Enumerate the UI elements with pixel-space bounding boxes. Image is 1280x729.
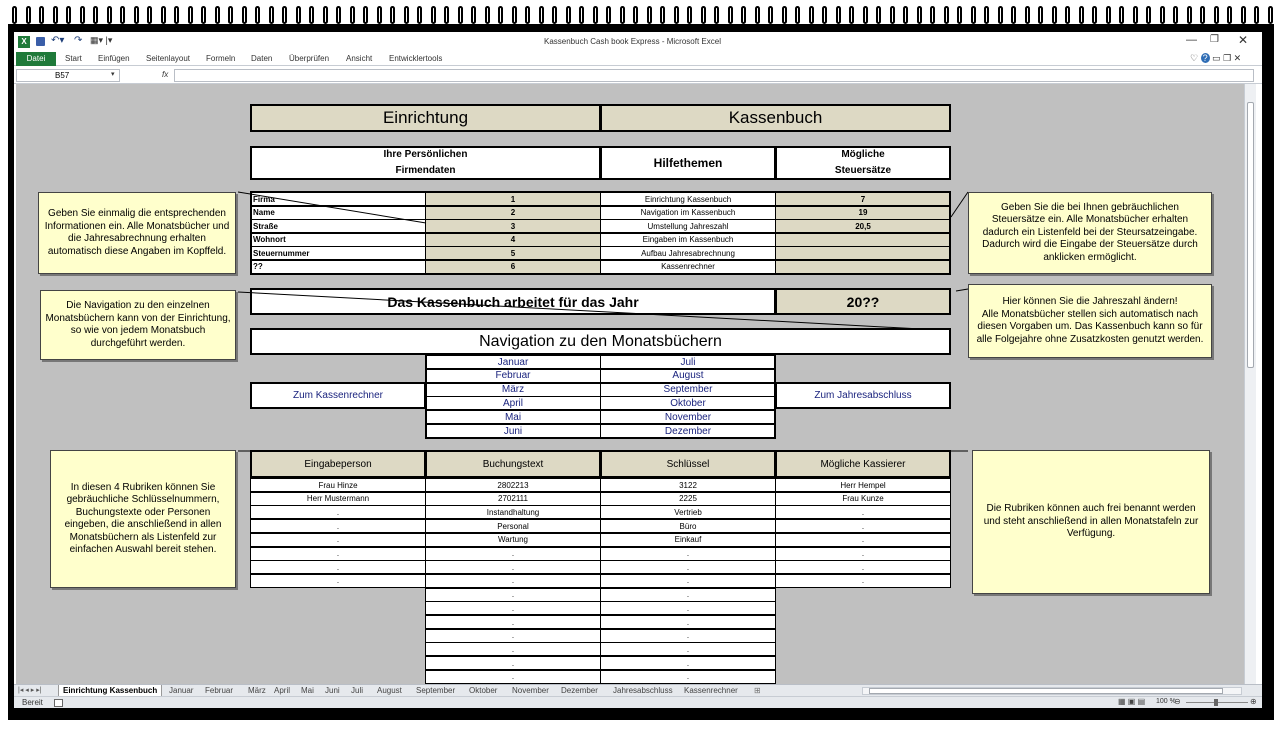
sheet-tab[interactable]: März xyxy=(248,686,266,695)
rubric-cell[interactable]: Wartung xyxy=(425,533,601,547)
fx-icon[interactable]: fx xyxy=(162,70,169,79)
spiral-ring xyxy=(66,6,71,24)
spiral-ring xyxy=(12,6,17,24)
spiral-ring xyxy=(593,6,598,24)
spiral-ring xyxy=(633,6,638,24)
sheet-tab[interactable]: Juli xyxy=(351,686,364,695)
spiral-ring xyxy=(1133,6,1138,24)
spiral-ring xyxy=(620,6,625,24)
rubric-cell[interactable]: . xyxy=(425,574,601,588)
rubric-cell[interactable]: . xyxy=(600,560,776,574)
title-bar xyxy=(14,32,1262,54)
spiral-ring xyxy=(714,6,719,24)
spiral-ring xyxy=(93,6,98,24)
sheet-tab[interactable]: Oktober xyxy=(469,686,498,695)
tab-nav-arrows[interactable]: |◂ ◂ ▸ ▸| xyxy=(18,687,42,694)
spiral-ring xyxy=(80,6,85,24)
spiral-ring xyxy=(458,6,463,24)
rubric-cell[interactable]: Frau Kunze xyxy=(775,492,951,506)
view-buttons[interactable]: ▦ ▣ ▤ xyxy=(1118,697,1146,706)
rubric-cell[interactable]: . xyxy=(425,547,601,561)
kassenrechner-button[interactable]: Zum Kassenrechner xyxy=(250,382,426,409)
spiral-ring xyxy=(1214,6,1219,24)
sheet-tab[interactable]: Jahresabschluss xyxy=(613,686,673,695)
spiral-ring xyxy=(323,6,328,24)
spiral-ring xyxy=(26,6,31,24)
note-rubric-names: Die Rubriken können auch frei benannt werden und steht anschließend in allen Monatstafeln zur Verfügung. xyxy=(972,450,1210,594)
help-icon[interactable]: ♡ ? ▭ ❐ ✕ xyxy=(1190,53,1242,63)
month-link[interactable]: Februar xyxy=(425,369,601,383)
spiral-ring xyxy=(687,6,692,24)
company-field[interactable]: 5 xyxy=(425,246,601,260)
rubric-cell[interactable]: . xyxy=(425,615,601,629)
spiral-ring xyxy=(579,6,584,24)
rubric-cell[interactable]: . xyxy=(600,615,776,629)
sheet-tab[interactable]: November xyxy=(512,686,549,695)
company-field[interactable]: 3 xyxy=(425,219,601,233)
formula-bar xyxy=(14,68,1262,84)
zoom-level: 100 % xyxy=(1156,698,1176,705)
spiral-ring xyxy=(1160,6,1165,24)
spiral-ring xyxy=(431,6,436,24)
month-link[interactable]: Mai xyxy=(425,410,601,424)
spiral-ring xyxy=(1173,6,1178,24)
rubric-cell[interactable]: Instandhaltung xyxy=(425,505,601,519)
spiral-ring xyxy=(39,6,44,24)
name-box-dropdown-icon[interactable]: ▾ xyxy=(111,71,115,78)
month-link[interactable]: Juni xyxy=(425,424,601,438)
rubric-cell[interactable]: . xyxy=(775,505,951,519)
macro-record-icon[interactable] xyxy=(54,699,63,707)
rubric-cell[interactable]: . xyxy=(775,560,951,574)
note-tax-rates: Geben Sie die bei Ihnen gebräuchlichen Steuersätze ein. Alle Monatsbücher erhalten dadurch ein Listenfeld bei der Steursatzeingabe. Dadurch wird die Eingabe der Steuersätze durch anklicken ermöglicht. xyxy=(968,192,1212,274)
rubric-cell[interactable]: . xyxy=(600,642,776,656)
sheet-tab[interactable]: September xyxy=(416,686,456,695)
rubric-cell[interactable]: . xyxy=(775,574,951,588)
rubric-cell[interactable]: Personal xyxy=(425,519,601,533)
tax-rate-field[interactable]: 20,5 xyxy=(775,219,951,233)
sheet-tab[interactable]: Mai xyxy=(301,686,314,695)
spiral-ring xyxy=(1227,6,1232,24)
company-field[interactable]: 2 xyxy=(425,206,601,220)
rubric-cell[interactable]: Büro xyxy=(600,519,776,533)
spiral-ring xyxy=(363,6,368,24)
spiral-ring xyxy=(930,6,935,24)
spiral-ring xyxy=(174,6,179,24)
company-field[interactable]: 6 xyxy=(425,260,601,274)
header-kassenbuch: Kassenbuch xyxy=(600,104,951,132)
spiral-ring xyxy=(242,6,247,24)
worksheet xyxy=(16,84,1244,684)
spiral-ring xyxy=(498,6,503,24)
close-button[interactable]: ✕ xyxy=(1238,33,1249,47)
spiral-ring xyxy=(53,6,58,24)
rubric-cell[interactable]: . xyxy=(600,629,776,643)
redo-icon[interactable]: ↷ xyxy=(74,35,83,46)
spiral-ring xyxy=(1065,6,1070,24)
zoom-slider-thumb[interactable] xyxy=(1214,699,1218,706)
rubric-cell[interactable]: Vertrieb xyxy=(600,505,776,519)
hscroll-thumb[interactable] xyxy=(869,688,1223,694)
rubric-cell[interactable]: 3122 xyxy=(600,478,776,492)
zoom-in-icon[interactable]: ⊕ xyxy=(1250,697,1257,706)
rubric-cell[interactable]: . xyxy=(425,656,601,670)
sheet-tab[interactable]: Januar xyxy=(169,686,194,695)
tax-rate-field[interactable]: 19 xyxy=(775,206,951,220)
rubric-cell[interactable]: . xyxy=(600,588,776,602)
month-link[interactable]: Oktober xyxy=(600,396,776,410)
spiral-ring xyxy=(1268,6,1273,24)
spiral-ring xyxy=(282,6,287,24)
rubric-header: Schlüssel xyxy=(600,450,776,478)
spiral-ring xyxy=(188,6,193,24)
tab-formeln[interactable]: Formeln xyxy=(206,54,236,63)
subheader-help: Hilfethemen xyxy=(600,146,776,180)
spiral-ring xyxy=(1052,6,1057,24)
rubric-cell[interactable]: 2802213 xyxy=(425,478,601,492)
header-einrichtung: Einrichtung xyxy=(250,104,601,132)
spiral-ring xyxy=(822,6,827,24)
ribbon-tabs xyxy=(14,52,1262,66)
minimize-button[interactable]: — xyxy=(1186,34,1197,46)
company-label: Name xyxy=(250,206,426,220)
spiral-ring xyxy=(120,6,125,24)
excel-window xyxy=(14,32,1262,708)
status-ready: Bereit xyxy=(22,698,43,707)
rubric-cell[interactable]: . xyxy=(425,670,601,684)
tab-ansicht[interactable]: Ansicht xyxy=(346,54,373,63)
rubric-header: Buchungstext xyxy=(425,450,601,478)
vertical-scrollbar[interactable] xyxy=(1244,84,1256,684)
spiral-ring xyxy=(350,6,355,24)
note-rubrics: In diesen 4 Rubriken können Sie gebräuchliche Schlüsselnummern, Buchungstexte oder Personen eingeben, die anschließend in allen Monatsbüchern als Listenfeld zur einfachen Auswahl bereit stehen. xyxy=(50,450,236,588)
spiral-ring xyxy=(1241,6,1246,24)
spiral-ring xyxy=(390,6,395,24)
rubric-header: Mögliche Kassierer xyxy=(775,450,951,478)
spiral-ring xyxy=(471,6,476,24)
spiral-ring xyxy=(255,6,260,24)
spiral-ring xyxy=(107,6,112,24)
rubric-cell[interactable]: . xyxy=(775,533,951,547)
sheet-tab[interactable]: April xyxy=(274,686,291,695)
spiral-ring xyxy=(755,6,760,24)
help-topic-link[interactable]: Umstellung Jahreszahl xyxy=(600,219,776,233)
jahresabschluss-button[interactable]: Zum Jahresabschluss xyxy=(775,382,951,409)
month-link[interactable]: März xyxy=(425,383,601,397)
tab-seitenlayout[interactable]: Seitenlayout xyxy=(146,54,191,63)
spiral-ring xyxy=(134,6,139,24)
rubric-cell[interactable]: . xyxy=(425,588,601,602)
sheet-tab[interactable]: August xyxy=(377,686,402,695)
spiral-ring xyxy=(1187,6,1192,24)
spiral-ring xyxy=(795,6,800,24)
spiral-ring xyxy=(1254,6,1259,24)
spiral-ring xyxy=(606,6,611,24)
quick-access-icon[interactable]: ▦▾ |▾ xyxy=(90,35,113,45)
help-topic-link[interactable]: Kassenrechner xyxy=(600,260,776,274)
spiral-ring xyxy=(1092,6,1097,24)
note-year: Hier können Sie die Jahreszahl ändern! Alle Monatsbücher stellen sich automatisch nach diesen Vorgaben um. Das Kassenbuch kann so für alle Folgejahre ohne Zusatzkosten genutzt werden. xyxy=(968,284,1212,358)
undo-icon[interactable]: ↶▾ xyxy=(51,35,65,46)
spiral-ring xyxy=(809,6,814,24)
company-field[interactable]: 4 xyxy=(425,233,601,247)
spiral-ring xyxy=(444,6,449,24)
rubric-cell[interactable]: . xyxy=(425,642,601,656)
rubric-cell[interactable]: . xyxy=(600,574,776,588)
zoom-slider[interactable] xyxy=(1186,702,1248,703)
rubric-cell[interactable]: . xyxy=(425,560,601,574)
company-label: Steuernummer xyxy=(250,246,426,260)
spiral-ring xyxy=(957,6,962,24)
name-box[interactable]: B57 xyxy=(16,69,120,82)
spiral-ring xyxy=(917,6,922,24)
rubric-cell[interactable]: . xyxy=(250,574,426,588)
spiral-ring xyxy=(377,6,382,24)
sheet-tab-bar xyxy=(14,684,1262,696)
file-tab[interactable]: Datei xyxy=(16,52,56,66)
rubric-cell[interactable]: . xyxy=(250,505,426,519)
rubric-cell[interactable]: . xyxy=(600,656,776,670)
spiral-ring xyxy=(701,6,706,24)
spiral-ring xyxy=(768,6,773,24)
spiral-ring xyxy=(1200,6,1205,24)
spiral-ring xyxy=(201,6,206,24)
spiral-ring xyxy=(741,6,746,24)
tab-start[interactable]: Start xyxy=(65,54,82,63)
spiral-ring xyxy=(674,6,679,24)
spiral-ring xyxy=(161,6,166,24)
spiral-ring xyxy=(944,6,949,24)
tab-ueberpruefen[interactable]: Überprüfen xyxy=(289,54,330,63)
spiral-ring xyxy=(147,6,152,24)
sheet-tab[interactable]: Kassenrechner xyxy=(684,686,738,695)
spiral-ring xyxy=(566,6,571,24)
window-title: Kassenbuch Cash book Express - Microsoft Excel xyxy=(544,37,721,46)
zoom-out-icon[interactable]: ⊖ xyxy=(1174,697,1181,706)
sheet-tab[interactable]: Februar xyxy=(205,686,234,695)
company-field[interactable]: 1 xyxy=(425,192,601,206)
status-bar xyxy=(14,696,1262,708)
month-link[interactable]: Januar xyxy=(425,355,601,369)
help-topic-link[interactable]: Aufbau Jahresabrechnung xyxy=(600,246,776,260)
company-label: Straße xyxy=(250,219,426,233)
tab-einfuegen[interactable]: Einfügen xyxy=(98,54,130,63)
company-label: Wohnort xyxy=(250,233,426,247)
month-link[interactable]: Juli xyxy=(600,355,776,369)
spiral-ring xyxy=(1079,6,1084,24)
help-topic-link[interactable]: Einrichtung Kassenbuch xyxy=(600,192,776,206)
tab-daten[interactable]: Daten xyxy=(251,54,273,63)
sheet-tab[interactable]: Einrichtung Kassenbuch xyxy=(58,685,162,697)
rubric-cell[interactable]: . xyxy=(600,547,776,561)
rubric-cell[interactable]: Frau Hinze xyxy=(250,478,426,492)
month-link[interactable]: September xyxy=(600,383,776,397)
spiral-ring xyxy=(1106,6,1111,24)
rubric-cell[interactable]: . xyxy=(250,560,426,574)
spiral-ring xyxy=(404,6,409,24)
spiral-ring xyxy=(417,6,422,24)
rubric-cell[interactable]: 2225 xyxy=(600,492,776,506)
company-label: Firma xyxy=(250,192,426,206)
tax-rate-field[interactable]: 7 xyxy=(775,192,951,206)
sheet-tab[interactable]: Dezember xyxy=(561,686,598,695)
spiral-ring xyxy=(269,6,274,24)
month-link[interactable]: Dezember xyxy=(600,424,776,438)
scroll-thumb[interactable] xyxy=(1247,102,1254,368)
tab-entwicklertools[interactable]: Entwicklertools xyxy=(389,54,443,63)
spiral-ring xyxy=(228,6,233,24)
spiral-ring xyxy=(971,6,976,24)
spiral-ring xyxy=(309,6,314,24)
excel-logo-icon: X xyxy=(18,36,30,48)
rubric-cell[interactable]: Einkauf xyxy=(600,533,776,547)
spiral-ring xyxy=(728,6,733,24)
spiral-ring xyxy=(782,6,787,24)
rubric-cell[interactable]: . xyxy=(600,670,776,684)
rubric-cell[interactable]: . xyxy=(250,533,426,547)
navigation-title: Navigation zu den Monatsbüchern xyxy=(250,328,951,355)
rubric-cell[interactable]: . xyxy=(425,601,601,615)
rubric-cell[interactable]: Herr Mustermann xyxy=(250,492,426,506)
subheader-personal: Ihre Persönlichen Firmendaten xyxy=(250,146,601,180)
spiral-ring xyxy=(1025,6,1030,24)
spiral-ring xyxy=(890,6,895,24)
month-link[interactable]: April xyxy=(425,396,601,410)
year-label: Das Kassenbuch arbeitet für das Jahr xyxy=(250,288,776,315)
spiral-ring xyxy=(1146,6,1151,24)
spiral-ring xyxy=(1119,6,1124,24)
subheader-tax: Mögliche Steuersätze xyxy=(775,146,951,180)
rubric-cell[interactable]: . xyxy=(250,547,426,561)
spiral-ring xyxy=(660,6,665,24)
spiral-ring xyxy=(849,6,854,24)
rubric-cell[interactable]: . xyxy=(250,519,426,533)
spiral-ring xyxy=(336,6,341,24)
spiral-ring xyxy=(296,6,301,24)
spiral-ring xyxy=(539,6,544,24)
help-topic-link[interactable]: Navigation im Kassenbuch xyxy=(600,206,776,220)
rubric-cell[interactable]: . xyxy=(775,519,951,533)
help-topic-link[interactable]: Eingaben im Kassenbuch xyxy=(600,233,776,247)
spiral-ring xyxy=(998,6,1003,24)
rubric-header: Eingabeperson xyxy=(250,450,426,478)
horizontal-scrollbar[interactable] xyxy=(862,687,1242,695)
spiral-ring xyxy=(552,6,557,24)
month-link[interactable]: August xyxy=(600,369,776,383)
restore-button[interactable]: ❐ xyxy=(1210,34,1219,45)
spiral-ring xyxy=(984,6,989,24)
company-label: ?? xyxy=(250,260,426,274)
spiral-ring xyxy=(647,6,652,24)
spiral-ring xyxy=(863,6,868,24)
rubric-cell[interactable]: 2702111 xyxy=(425,492,601,506)
save-icon[interactable] xyxy=(36,37,45,46)
note-company-data: Geben Sie einmalig die entsprechenden Informationen ein. Alle Monatsbücher und die Jahresabrechnung erhalten automatisch diese Angaben im Kopffeld. xyxy=(38,192,236,274)
spiral-ring xyxy=(876,6,881,24)
spiral-ring xyxy=(1011,6,1016,24)
year-value[interactable]: 20?? xyxy=(775,288,951,315)
spiral-ring xyxy=(512,6,517,24)
note-navigation: Die Navigation zu den einzelnen Monatsbüchern kann von der Einrichtung, so wie von jedem Monatsbuch durchgeführt werden. xyxy=(40,290,236,360)
new-sheet-icon[interactable]: ⊞ xyxy=(754,686,761,695)
rubric-cell[interactable]: . xyxy=(600,601,776,615)
spiral-ring xyxy=(1038,6,1043,24)
rubric-cell[interactable]: . xyxy=(425,629,601,643)
sheet-tab[interactable]: Juni xyxy=(325,686,340,695)
spiral-ring xyxy=(836,6,841,24)
spiral-ring xyxy=(525,6,530,24)
rubric-cell[interactable]: Herr Hempel xyxy=(775,478,951,492)
spiral-ring xyxy=(215,6,220,24)
spiral-ring xyxy=(485,6,490,24)
formula-input[interactable] xyxy=(174,69,1254,82)
rubric-cell[interactable]: . xyxy=(775,547,951,561)
month-link[interactable]: November xyxy=(600,410,776,424)
spiral-ring xyxy=(903,6,908,24)
